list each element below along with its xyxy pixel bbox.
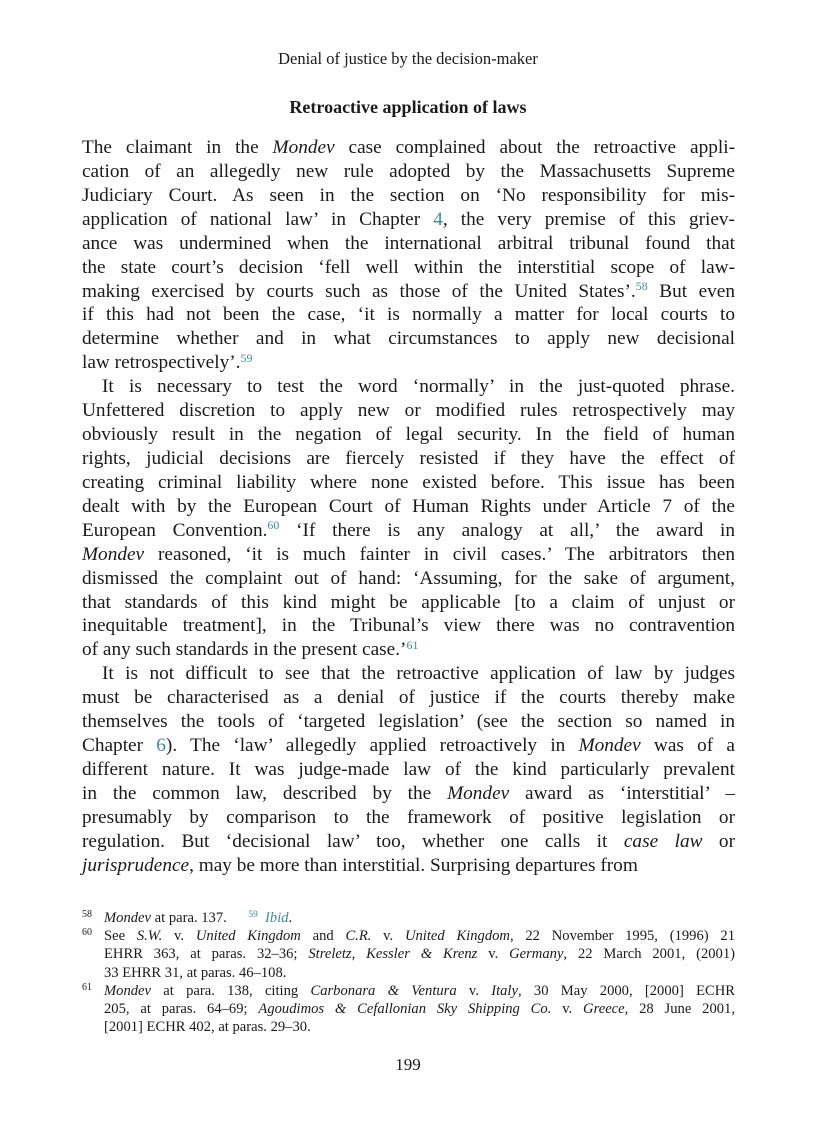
footnote-ref-link[interactable]: 59 (240, 350, 253, 365)
text-segment: ‘If there is any analogy at all,’ the award in (279, 519, 735, 541)
text-line (82, 280, 735, 304)
footnote-ref-link[interactable]: 59 (248, 909, 258, 920)
text-line (82, 519, 735, 543)
paragraph (82, 136, 735, 375)
text-line (82, 303, 735, 327)
text-segment: must be characterised as a denial of justice if the courts thereby make (82, 687, 735, 709)
text-segment: Carbonara & Ventura (310, 982, 457, 999)
cross-reference-link[interactable]: Ibid (265, 910, 289, 926)
cross-reference-link[interactable]: 4 (433, 208, 443, 230)
running-header: Denial of justice by the decision-maker (278, 49, 538, 68)
text-segment: Mondev (104, 982, 152, 999)
text-line (82, 662, 735, 686)
paragraph (82, 375, 735, 662)
text-segment: or (702, 830, 735, 852)
text-segment: obviously result in the negation of legal security. In the field of human (82, 424, 735, 446)
text-line (82, 710, 735, 734)
text-line (82, 614, 735, 638)
text-line (104, 964, 735, 982)
text-segment: See (104, 928, 137, 945)
text-segment: 205, at paras. 64–69; (104, 1000, 259, 1017)
text-segment: Italy (491, 982, 518, 999)
text-segment: reasoned, ‘it is much fainter in civil cases.’ The arbitrators then (144, 543, 735, 565)
text-line (104, 1018, 735, 1036)
text-segment: themselves the tools of ‘targeted legislation’ (see the section so named in (82, 711, 735, 733)
footnote (82, 927, 735, 982)
text-segment: the state court’s decision ‘fell well within the interstitial scope of law- (82, 256, 735, 278)
cross-reference-link[interactable]: 6 (156, 735, 166, 757)
text-segment: But even (647, 280, 735, 302)
text-line (82, 160, 735, 184)
text-segment: at para. 137. (151, 910, 249, 926)
text-line (82, 854, 735, 878)
footnote-number: 58 (82, 909, 92, 920)
text-segment: . (288, 910, 293, 926)
text-segment: United Kingdom (195, 928, 301, 945)
text-segment: case law (623, 830, 703, 852)
text-segment: , 30 May 2000, [2000] ECHR (517, 982, 736, 999)
text-segment: v. (371, 928, 405, 945)
text-segment: and (300, 928, 346, 945)
text-segment: EHRR 363, at paras. 32–36; (104, 946, 309, 963)
text-segment: Greece (583, 1000, 625, 1017)
text-segment (258, 910, 265, 926)
footnote-number: 60 (82, 927, 92, 939)
text-line (82, 351, 735, 375)
text-segment: Mondev (447, 782, 510, 804)
text-line (82, 399, 735, 423)
text-segment: v. (551, 1000, 584, 1017)
text-segment: was of a (640, 735, 735, 757)
text-line (82, 375, 735, 399)
body-text (82, 136, 735, 878)
text-segment: different nature. It was judge-made law of the kind particularly prevalent (82, 758, 735, 780)
text-segment: v. (477, 946, 510, 963)
paragraph (82, 662, 735, 877)
text-line (82, 256, 735, 280)
footnote-ref-link[interactable]: 60 (267, 518, 280, 533)
text-segment: , may be more than interstitial. Surprising departures from (189, 854, 638, 876)
text-segment: Germany (509, 946, 564, 963)
footnote-number: 61 (82, 981, 92, 993)
text-segment: inequitable treatment], in the Tribunal’s view there was no contravention (82, 615, 735, 637)
text-line (104, 927, 735, 945)
text-segment: determine whether and in what circumstances to apply new decisional (82, 328, 735, 350)
text-segment: It is necessary to test the word ‘normally’ in the just-quoted phrase. (102, 376, 735, 398)
text-segment: law retrospectively’. (82, 352, 241, 374)
text-segment: Mondev (578, 735, 641, 757)
text-segment: Mondev (82, 543, 145, 565)
text-line (82, 423, 735, 447)
text-line (82, 495, 735, 519)
text-segment: dealt with by the European Court of Human Rights under Article 7 of the (82, 495, 735, 517)
text-line (82, 543, 735, 567)
text-segment: of any such standards in the present case.’ (82, 639, 407, 661)
text-line (82, 184, 735, 208)
text-segment: ance was undermined when the international arbitral tribunal found that (82, 232, 735, 254)
text-segment: that standards of this kind might be applicable [to a claim of unjust or (82, 591, 735, 613)
text-segment: , 22 March 2001, (2001) (563, 946, 736, 963)
text-segment: , the very premise of this griev- (442, 208, 735, 230)
text-segment: at para. 138, citing (151, 982, 311, 999)
text-segment: v. (456, 982, 492, 999)
text-line (82, 806, 735, 830)
text-segment: European Convention. (82, 519, 268, 541)
text-line (104, 909, 735, 927)
text-segment: Mondev (272, 137, 335, 158)
text-line (82, 686, 735, 710)
text-segment: presumably by comparison to the framework of positive legislation or (82, 806, 735, 828)
text-segment: S.W. (136, 928, 163, 945)
text-line (82, 208, 735, 232)
text-segment: jurisprudence (82, 854, 190, 876)
text-segment: if this had not been the case, ‘it is normally a matter for local courts to (82, 304, 735, 326)
text-line (82, 734, 735, 758)
text-line (82, 136, 735, 160)
text-segment: It is not difficult to see that the retroactive application of law by judges (102, 663, 735, 685)
text-segment: United Kingdom (404, 928, 510, 945)
text-segment: rights, judicial decisions are fiercely resisted if they have the effect of (82, 447, 735, 469)
page-number: 199 (395, 1055, 421, 1074)
footnote-ref-link[interactable]: 61 (406, 637, 419, 652)
text-line (82, 591, 735, 615)
text-segment: 33 EHRR 31, at paras. 46–108. (104, 964, 287, 981)
text-line (82, 447, 735, 471)
footnote (82, 982, 735, 1037)
text-segment: making exercised by courts such as those of the United States’. (82, 280, 636, 302)
text-segment: Mondev (104, 910, 152, 926)
text-line (82, 758, 735, 782)
text-segment: , 22 November 1995, (1996) 21 (509, 928, 735, 945)
text-segment: in the common law, described by the (82, 782, 448, 804)
text-line (104, 945, 735, 963)
text-segment: v. (162, 928, 196, 945)
text-line (82, 638, 735, 662)
text-segment: [2001] ECHR 402, at paras. 29–30. (104, 1019, 311, 1036)
text-segment: Streletz, Kessler & Krenz (308, 946, 478, 963)
text-line (104, 1000, 735, 1018)
text-segment: C.R. (345, 928, 372, 945)
text-segment: Judiciary Court. As seen in the section on ‘No responsibility for mis- (82, 184, 735, 206)
text-segment: application of national law’ in Chapter (82, 208, 434, 230)
text-line (82, 830, 735, 854)
text-segment: The claimant in the (82, 137, 273, 158)
text-segment: , 28 June 2001, (624, 1000, 735, 1017)
text-line (104, 982, 735, 1000)
text-line (82, 782, 735, 806)
text-segment: dismissed the complaint out of hand: ‘Assuming, for the sake of argument, (82, 567, 735, 589)
text-line (82, 471, 735, 495)
footnote-ref-link[interactable]: 58 (635, 278, 648, 293)
text-segment: Agoudimos & Cefallonian Sky Shipping Co. (258, 1000, 552, 1017)
text-segment: creating criminal liability where none existed before. This issue has been (82, 471, 735, 493)
text-line (82, 567, 735, 591)
footnote (82, 909, 735, 927)
text-segment: award as ‘interstitial’ – (509, 782, 735, 804)
footnotes (82, 909, 735, 1036)
text-segment: case complained about the retroactive appli- (334, 137, 735, 158)
section-title: Retroactive application of laws (289, 97, 527, 117)
text-segment: Chapter (82, 735, 157, 757)
text-segment: cation of an allegedly new rule adopted by the Massachusetts Supreme (82, 160, 735, 182)
text-line (82, 327, 735, 351)
text-segment: Unfettered discretion to apply new or modified rules retrospectively may (82, 400, 735, 422)
text-line (82, 232, 735, 256)
text-segment: ). The ‘law’ allegedly applied retroactively in (165, 735, 579, 757)
text-segment: regulation. But ‘decisional law’ too, whether one calls it (82, 830, 624, 852)
